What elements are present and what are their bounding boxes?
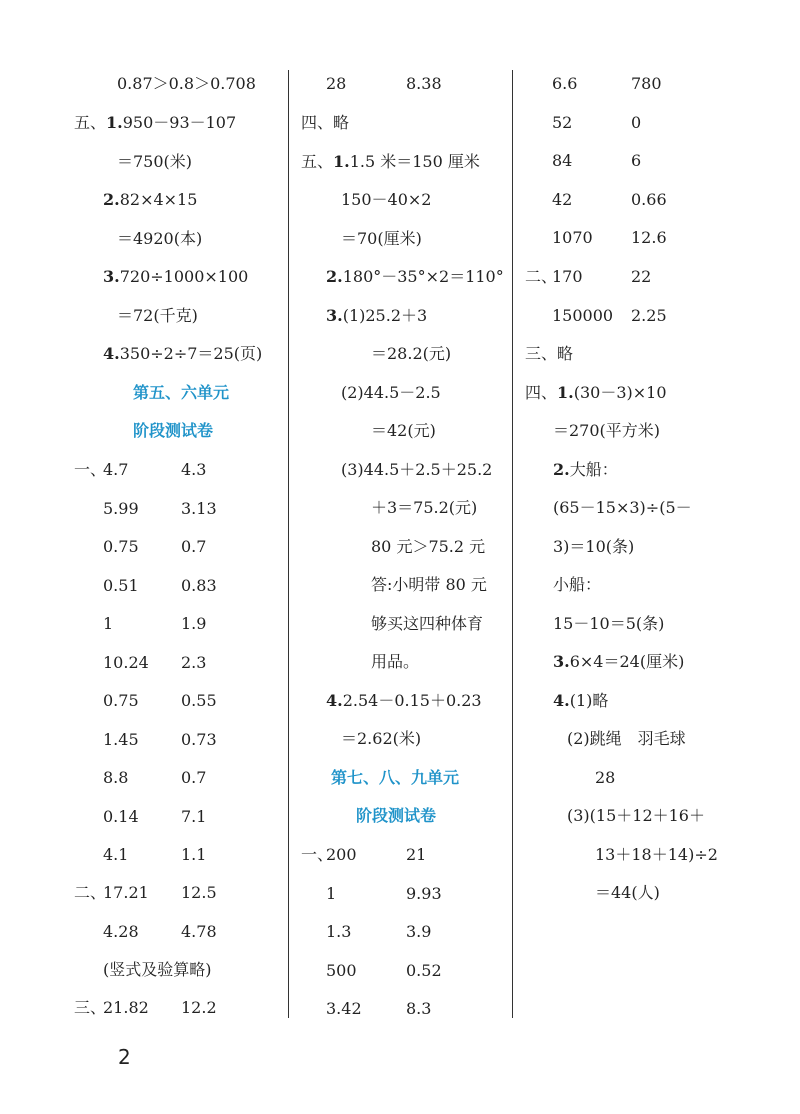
section-note: (竖式及验算略)	[103, 960, 212, 979]
item-number: 1.	[333, 152, 350, 171]
answer-cell: 8.8	[103, 768, 129, 787]
item-text: 用品。	[371, 652, 420, 671]
page-number: 2	[118, 1045, 131, 1069]
answer-cell: 52	[552, 112, 573, 132]
answer-cell: 12.6	[631, 228, 667, 247]
item-number: 4.	[553, 691, 570, 710]
item-number: 3.	[103, 267, 120, 286]
question-4-2	[553, 460, 618, 480]
section-tag: 二、	[525, 267, 558, 286]
item-text: 720÷1000×100	[119, 267, 249, 286]
item-text: ＝28.2(元)	[371, 344, 452, 363]
item-text: ＝2.62(米)	[341, 729, 422, 748]
item-text: 28	[595, 768, 616, 787]
item-text: 够买这四种体育	[371, 614, 484, 633]
section-tag: 五、	[74, 113, 107, 132]
answer-cell: 3.9	[406, 922, 432, 941]
item-text: 1.5 米＝150 厘米	[349, 152, 480, 171]
answer-cell: 4.7	[103, 460, 129, 479]
question-5-2	[103, 190, 197, 210]
answer-cell: 0.75	[103, 691, 139, 710]
item-text: 13＋18＋14)÷2	[595, 845, 718, 864]
answer-cell: 4.1	[103, 845, 129, 864]
answer-cell: 0.52	[406, 960, 442, 980]
item-number: 2.	[103, 190, 120, 209]
answer-cell: 1.9	[181, 614, 207, 633]
answer-cell: 4.78	[181, 921, 217, 941]
answer-cell: 0.75	[103, 537, 139, 556]
answer-cell: 500	[326, 960, 357, 980]
section-heading: 第五、六单元	[133, 383, 230, 402]
item-text: 2.54－0.15＋0.23	[342, 691, 482, 710]
item-number: 4.	[326, 691, 343, 710]
question-4-3	[553, 652, 684, 672]
answer-cell: 0.7	[181, 537, 207, 556]
answer-cell: 22	[631, 267, 652, 286]
answer-cell: 0.14	[103, 806, 139, 826]
answer-cell: 5.99	[103, 498, 139, 518]
item-text: 80 元＞75.2 元	[371, 537, 486, 556]
answer-cell: 21.82	[103, 998, 149, 1017]
section-3: 三、略	[525, 344, 574, 363]
section-tag: 五、	[301, 152, 334, 171]
item-text: 3)＝10(条)	[553, 537, 635, 556]
question-5-4	[103, 344, 262, 364]
answer-cell: 0	[631, 112, 642, 132]
answer-cell: 10.24	[103, 652, 149, 672]
item-text: 950－93－107	[122, 113, 237, 132]
answer-cell: 1070	[552, 228, 593, 247]
item-text: 6×4＝24(厘米)	[569, 652, 685, 671]
answer-cell: 170	[552, 267, 583, 286]
answer-cell: 1.45	[103, 729, 139, 749]
answer-cell: 200	[326, 845, 357, 864]
section-subheading: 阶段测试卷	[356, 806, 437, 825]
item-number: 2.	[553, 460, 570, 479]
item-number: 4.	[103, 344, 120, 363]
answer-cell: 0.7	[181, 768, 207, 787]
item-text: ＝72(千克)	[117, 306, 198, 325]
question-4: 四、略	[301, 113, 350, 132]
answer-cell: 7.1	[181, 806, 207, 826]
answer-column-3	[513, 0, 800, 1020]
item-text: 180°－35°×2＝110°	[342, 267, 504, 286]
item-text: (2)跳绳 羽毛球	[567, 729, 686, 748]
answer-cell: 8.3	[406, 999, 432, 1018]
answer-cell: 1	[326, 883, 337, 903]
item-text: 大船：	[569, 460, 618, 479]
item-text: (3)44.5＋2.5＋25.2	[341, 460, 493, 479]
answer-cell: 0.73	[181, 729, 217, 749]
item-text: (3)(15＋12＋16＋	[567, 806, 705, 825]
item-text: (1)25.2＋3	[342, 306, 428, 325]
answer-cell: 84	[552, 151, 573, 170]
item-text: 350÷2÷7＝25(页)	[119, 344, 263, 363]
section-heading: 第七、八、九单元	[331, 768, 460, 787]
item-text: 15－10＝5(条)	[553, 614, 665, 633]
answer-cell: 780	[631, 74, 662, 93]
question-5-4	[326, 691, 482, 711]
item-text: ＝70(厘米)	[341, 229, 422, 248]
answer-cell: 0.66	[631, 189, 667, 209]
answer-cell: 8.38	[406, 74, 442, 93]
answer-cell: 4.28	[103, 921, 139, 941]
item-text: 150－40×2	[341, 190, 432, 209]
question-4-4	[553, 691, 608, 711]
answer-cell: 6.6	[552, 74, 578, 93]
item-text: (1)略	[569, 691, 609, 710]
answer-cell: 28	[326, 74, 347, 93]
question-5-2	[326, 267, 504, 287]
answer-cell: 21	[406, 845, 427, 864]
item-text: ＝44(人)	[595, 883, 660, 902]
answer-cell: 42	[552, 189, 573, 209]
answer-cell: 12.5	[181, 883, 217, 902]
item-text: 答:小明带 80 元	[371, 575, 487, 594]
question-5-1	[301, 152, 480, 172]
item-text: 82×4×15	[119, 190, 198, 209]
question-5-1	[74, 113, 236, 133]
item-text: ＝270(平方米)	[553, 421, 661, 440]
answer-cell: 1.3	[326, 922, 352, 941]
answer-cell: 4.3	[181, 460, 207, 479]
question-5-3	[326, 306, 427, 326]
answer-cell: 1	[103, 614, 114, 633]
item-text: ＝750(米)	[117, 152, 193, 171]
answer-cell: 9.93	[406, 883, 442, 903]
item-number: 2.	[326, 267, 343, 286]
item-text: ＋3＝75.2(元)	[371, 498, 478, 517]
item-text: 小船：	[553, 575, 602, 594]
answer-cell: 1.1	[181, 845, 207, 864]
item-number: 1.	[106, 113, 123, 132]
section-tag: 三、	[74, 998, 107, 1017]
question-4-1	[525, 383, 667, 403]
answer-cell: 0.51	[103, 575, 139, 595]
section-tag: 二、	[74, 883, 107, 902]
item-number: 3.	[553, 652, 570, 671]
answer-cell: 3.42	[326, 999, 362, 1018]
item-number: 3.	[326, 306, 343, 325]
item-text: (30－3)×10	[573, 383, 667, 402]
comparison-line: 0.87＞0.8＞0.708	[117, 74, 256, 93]
item-text: ＝4920(本)	[117, 229, 203, 248]
question-5-3	[103, 267, 248, 287]
answer-cell: 6	[631, 151, 642, 170]
answer-cell: 0.83	[181, 575, 217, 595]
section-subheading: 阶段测试卷	[133, 421, 214, 440]
section-tag: 一、	[74, 460, 107, 479]
item-text: (2)44.5－2.5	[341, 383, 441, 402]
section-tag: 四、	[525, 383, 558, 402]
item-text: ＝42(元)	[371, 421, 436, 440]
answer-cell: 3.13	[181, 498, 217, 518]
answer-column-2	[289, 0, 512, 1020]
section-tag: 一、	[301, 845, 334, 864]
answer-cell: 12.2	[181, 998, 217, 1017]
answer-cell: 17.21	[103, 883, 149, 902]
item-number: 1.	[557, 383, 574, 402]
answer-cell: 2.25	[631, 305, 667, 325]
answer-cell: 2.3	[181, 652, 207, 672]
answer-column-1	[0, 0, 288, 1020]
answer-cell: 150000	[552, 305, 614, 325]
answer-cell: 0.55	[181, 691, 217, 710]
item-text: (65－15×3)÷(5－	[553, 498, 692, 517]
